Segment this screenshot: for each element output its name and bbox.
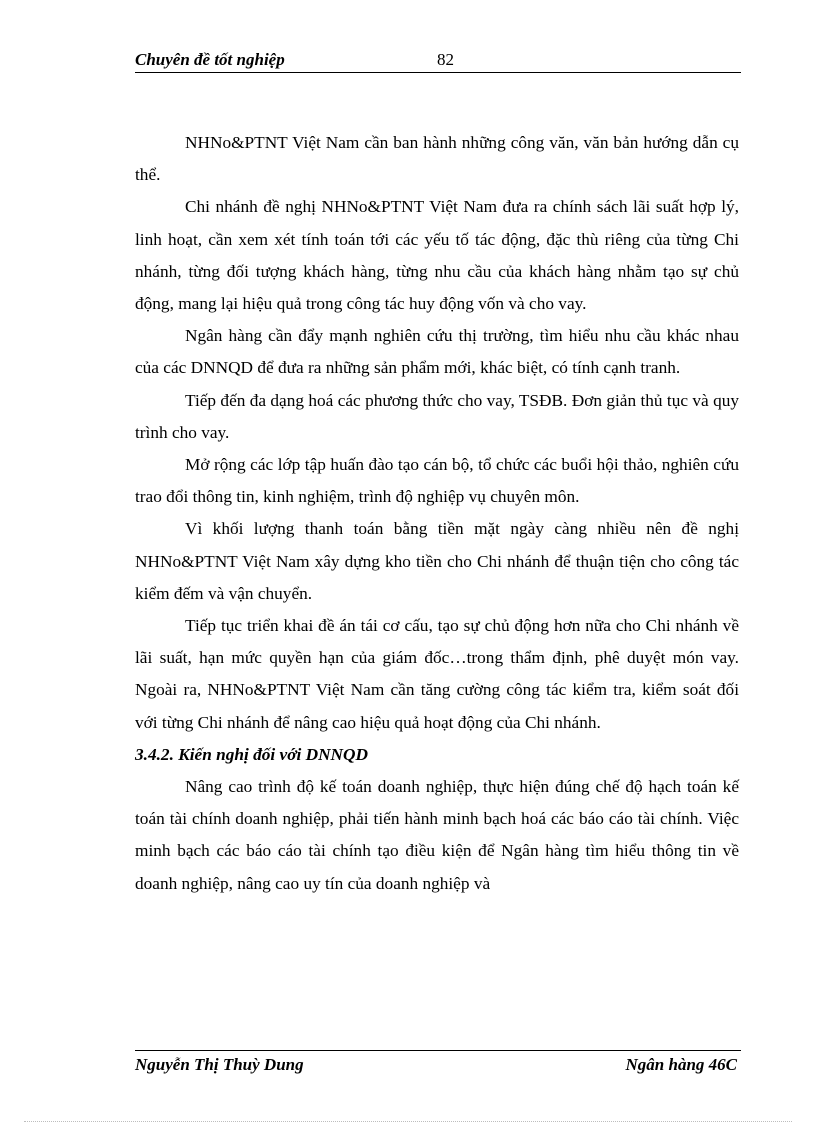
paragraph: Ngân hàng cần đẩy mạnh nghiên cứu thị trường, tìm hiểu nhu cầu khác nhau của các DNNQD để đưa ra những sản phẩm mới, khác biệt, có tính cạnh tranh. <box>135 326 739 378</box>
paragraph: Nâng cao trình độ kế toán doanh nghiệp, thực hiện đúng chế độ hạch toán kế toán tài chính doanh nghiệp, phải tiến hành minh bạch hoá các báo cáo tài chính. Việc minh bạch các báo cáo tài chính tạo điều kiện để Ngân hàng tìm hiểu thông tin về doanh nghiệp, nâng cao uy tín của doanh nghiệp và <box>135 777 739 893</box>
page-number: 82 <box>437 50 454 69</box>
page-footer <box>135 1050 741 1077</box>
paragraph: Chi nhánh đề nghị NHNo&PTNT Việt Nam đưa ra chính sách lãi suất hợp lý, linh hoạt, cần xem xét tính toán tới các yếu tố tác động, đặc thù riêng của từng Chi nhánh, từng đối tượng khách hàng, từng nhu cầu của khách hàng nhằm tạo sự chủ động, mang lại hiệu quả trong công tác huy động vốn và cho vay. <box>135 197 739 314</box>
page-header <box>135 46 741 73</box>
paragraph: NHNo&PTNT Việt Nam cần ban hành những công văn, văn bản hướng dẫn cụ thể. <box>135 133 739 185</box>
paragraph: Vì khối lượng thanh toán bằng tiền mặt ngày càng nhiều nên đề nghị NHNo&PTNT Việt Nam xây dựng kho tiền cho Chi nhánh để thuận tiện cho công tác kiểm đếm và vận chuyển. <box>135 519 739 603</box>
paragraph: Tiếp tục triển khai đề án tái cơ cấu, tạo sự chủ động hơn nữa cho Chi nhánh về lãi suất, hạn mức quyền hạn của giám đốc…trong thẩm định, phê duyệt món vay. Ngoài ra, NHNo&PTNT Việt Nam cần tăng cường công tác kiểm tra, kiểm soát đối với từng Chi nhánh để nâng cao hiệu quả hoạt động của Chi nhánh. <box>135 616 739 732</box>
page-edge-divider <box>24 1121 792 1122</box>
paragraph: Tiếp đến đa dạng hoá các phương thức cho vay, TSĐB. Đơn giản thủ tục và quy trình cho vay. <box>135 390 739 442</box>
document-body <box>135 127 739 900</box>
paragraph: Mở rộng các lớp tập huấn đào tạo cán bộ, tổ chức các buổi hội thảo, nghiên cứu trao đổi thông tin, kinh nghiệm, trình độ nghiệp vụ chuyên môn. <box>135 455 739 507</box>
header-title: Chuyên đề tốt nghiệp <box>135 50 285 69</box>
footer-author: Nguyễn Thị Thuỳ Dung <box>135 1055 304 1074</box>
section-heading: 3.4.2. Kiến nghị đối với DNNQD <box>135 744 368 764</box>
footer-class: Ngân hàng 46C <box>625 1055 737 1074</box>
